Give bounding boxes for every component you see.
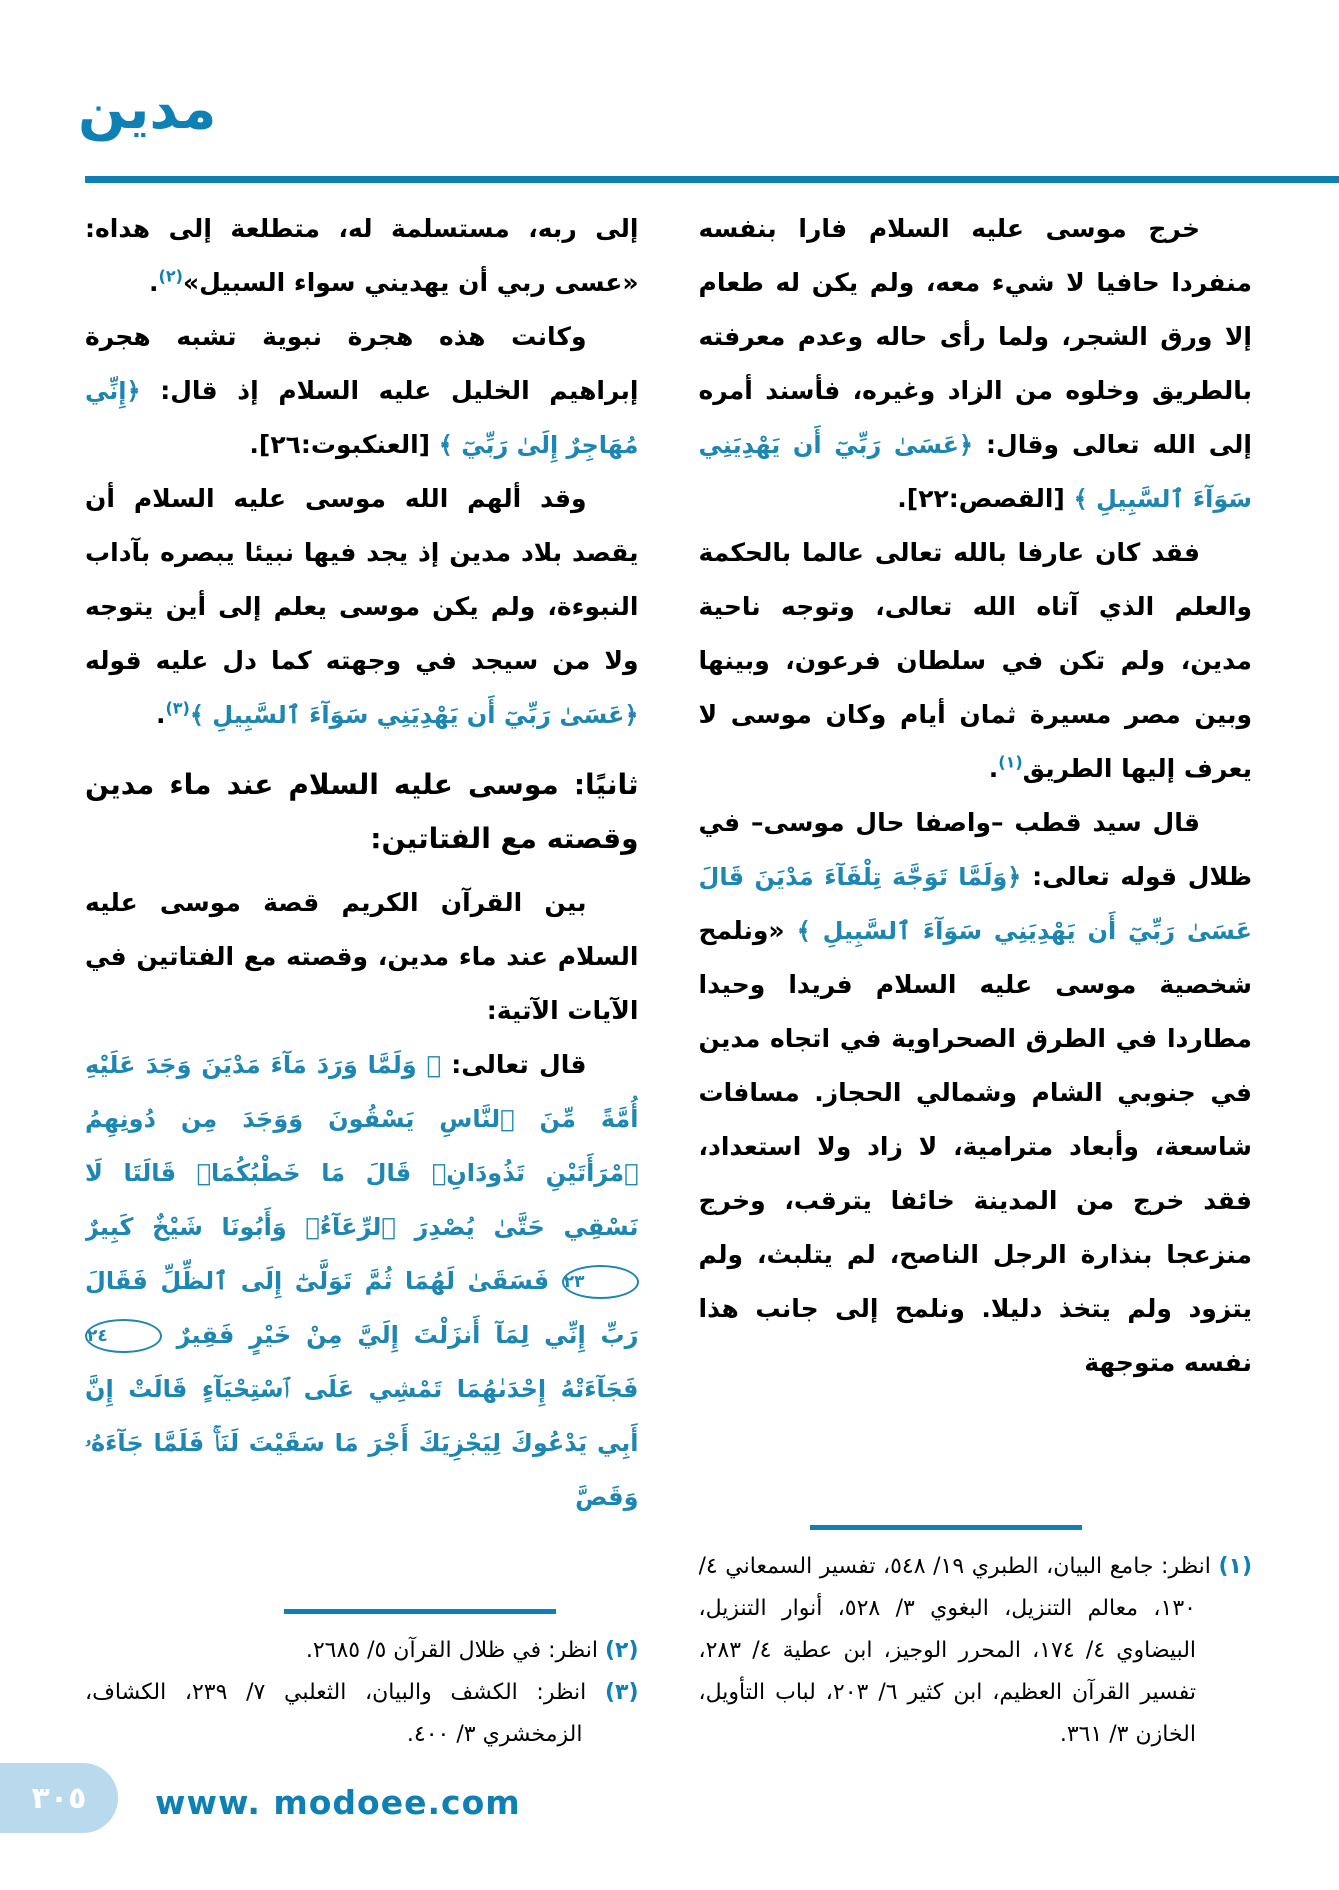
- quran-verse: ﴿ وَلَمَّا وَرَدَ مَآءَ مَدْيَنَ وَجَدَ عَلَيْهِ أُمَّةً مِّنَ ٱلنَّاسِ يَسْقُونَ وَوَجَدَ مِن دُونِهِمُ ٱمْرَأَتَيْنِ تَذُودَانِۖ قَالَ مَا خَطْبُكُمَاۖ قَالَتَا لَا نَسْقِي حَتَّىٰ يُصْدِرَ ٱلرِّعَآءُۖ وَأَبُونَا شَيْخٌ كَبِيرٌ: [85, 1051, 639, 1241]
- footnote: (٢) انظر: في ظلال القرآن ٥/ ٢٦٨٥.: [305, 1638, 639, 1663]
- page-number: ٣٠٥: [31, 1780, 87, 1816]
- header-rule: [85, 176, 1339, 183]
- verse-number-badge: ٢٣: [562, 1265, 639, 1299]
- footnote-number: (١): [1218, 1554, 1252, 1579]
- body-text: قال سيد قطب –واصفا حال موسى– في ظلال قوله تعالى:: [698, 808, 1252, 891]
- footnote-number: (٢): [604, 1638, 639, 1663]
- body-text: .: [988, 754, 999, 783]
- footnote-separator: [810, 1525, 1082, 1530]
- body-text: وقد ألهم الله موسى عليه السلام أن يقصد بلاد مدين إذ يجد فيها نبيئا يبصره بآداب النبوءة، ولم يكن موسى يعلم إلى أين يتوجه ولا من سيجد في وجهته كما دل عليه قوله: [85, 484, 639, 675]
- body-text: .: [155, 700, 166, 729]
- footnote-number: (٣): [604, 1680, 639, 1705]
- body-text: .: [149, 268, 159, 297]
- paragraph: [85, 310, 639, 472]
- body-text: بين القرآن الكريم قصة موسى عليه السلام عند ماء مدين، وقصته مع الفتاتين في الآيات الآتية:: [85, 888, 639, 1025]
- website-url: www. modoee.com: [155, 1783, 521, 1822]
- quran-verse: فَسَقَىٰ لَهُمَا ثُمَّ تَوَلَّىٰٓ إِلَى ٱلظِّلِّ فَقَالَ رَبِّ إِنِّي لِمَآ أَنزَلْتَ إِلَيَّ مِنْ خَيْرٍ فَقِيرٌ: [85, 1267, 639, 1349]
- column-right-text: [699, 202, 1253, 1390]
- column-right: [699, 202, 1253, 1762]
- footnote-separator: [284, 1609, 556, 1614]
- paragraph: [699, 796, 1253, 1390]
- paragraph: [85, 876, 639, 1038]
- footnote: (١) انظر: جامع البيان، الطبري ١٩/ ٥٤٨، تفسير السمعاني ٤/ ١٣٠، معالم التنزيل، البغوي ٣/ ٥٢٨، أنوار التنزيل، البيضاوي ٤/ ١٧٤، المحرر الوجيز، ابن عطية ٤/ ٢٨٣، تفسير القرآن العظيم، ابن كثير ٦/ ٢٠٣، لباب التأويل، الخازن ٣/ ٣٦١.: [698, 1554, 1252, 1747]
- paragraph: [85, 1038, 639, 1524]
- section-heading: [85, 758, 639, 866]
- body-text: خرج موسى عليه السلام فارا بنفسه منفردا حافيا لا شيء معه، ولم يكن له طعام إلا ورق الشجر، ولما رأى حاله وعدم معرفته بالطريق وخلوه من الزاد وغيره، فأسند أمره إلى الله تعالى وقال:: [698, 214, 1252, 459]
- footnote-reference: (١): [998, 752, 1023, 772]
- two-column-layout: [85, 202, 1252, 1762]
- body-text: إلى ربه، مستسلمة له، متطلعة إلى هداه: «عسى ربي أن يهديني سواء السبيل»: [85, 214, 639, 297]
- paragraph: [85, 472, 639, 742]
- quran-verse: ﴿إِنِّي مُهَاجِرٌ إِلَىٰ رَبِّيٓ ﴾: [85, 377, 639, 459]
- paragraph: [85, 202, 639, 310]
- column-left-text: [85, 202, 639, 1524]
- body-text: [القصص:٢٢].: [897, 484, 1074, 513]
- quran-verse: فَجَآءَتْهُ إِحْدَىٰهُمَا تَمْشِي عَلَى ٱسْتِحْيَآءٍ قَالَتْ إِنَّ أَبِي يَدْعُوكَ لِيَجْزِيَكَ أَجْرَ مَا سَقَيْتَ لَنَاۚ فَلَمَّا جَآءَهُۥ وَقَصَّ: [85, 1375, 639, 1511]
- paragraph: [699, 202, 1253, 526]
- footnote-reference: (٢): [158, 266, 183, 286]
- quran-verse: ﴿وَلَمَّا تَوَجَّهَ تِلْقَآءَ مَدْيَنَ قَالَ عَسَىٰ رَبِّيٓ أَن يَهْدِيَنِي سَوَآءَ ٱلسَّبِيلِ ﴾: [698, 863, 1252, 945]
- body-text: قال تعالى:: [440, 1050, 587, 1079]
- paragraph: [699, 526, 1253, 796]
- body-text: فقد كان عارفا بالله تعالى عالما بالحكمة والعلم الذي آتاه الله تعالى، وتوجه ناحية مدين، ولم تكن في سلطان فرعون، وبينها وبين مصر مسيرة ثمان أيام وكان موسى لا يعرف إليها الطريق: [698, 538, 1252, 783]
- quran-verse: ﴿عَسَىٰ رَبِّيٓ أَن يَهْدِيَنِي سَوَآءَ ٱلسَّبِيلِ ﴾: [698, 431, 1252, 513]
- page-header-title: مدين: [78, 77, 217, 142]
- column-right-footnotes: [699, 1525, 1253, 1762]
- body-text: [العنكبوت:٢٦].: [249, 430, 439, 459]
- body-text: «ونلمح شخصية موسى عليه السلام فريدا وحيدا مطاردا في الطرق الصحراوية في اتجاه مدين في جنوبي الشام وشمالي الحجاز. مسافات شاسعة، وأبعاد مترامية، لا زاد ولا استعداد، فقد خرج من المدينة خائفا يترقب، وخرج منزعجا بنذارة الرجل الناصح، لم يتلبث، ولم يتزود ولم يتخذ دليلا. ونلمح إلى جانب هذا نفسه متوجهة: [698, 916, 1252, 1377]
- page-number-badge: [0, 1763, 118, 1833]
- column-left-footnotes: [85, 1609, 639, 1762]
- column-left: [85, 202, 639, 1762]
- body-text: ثانيًا: موسى عليه السلام عند ماء مدين وقصته مع الفتاتين:: [85, 768, 639, 855]
- body-text: وكانت هذه هجرة نبوية تشبه هجرة إبراهيم الخليل عليه السلام إذ قال:: [85, 322, 639, 405]
- quran-verse: ﴿عَسَىٰ رَبِّيٓ أَن يَهْدِيَنِي سَوَآءَ ٱلسَّبِيلِ ﴾: [189, 701, 639, 729]
- verse-number-badge: ٢٤: [85, 1319, 162, 1353]
- footnote-reference: (٣): [165, 698, 190, 718]
- footnote: (٣) انظر: الكشف والبيان، الثعلبي ٧/ ٢٣٩، الكشاف، الزمخشري ٣/ ٤٠٠.: [85, 1680, 639, 1747]
